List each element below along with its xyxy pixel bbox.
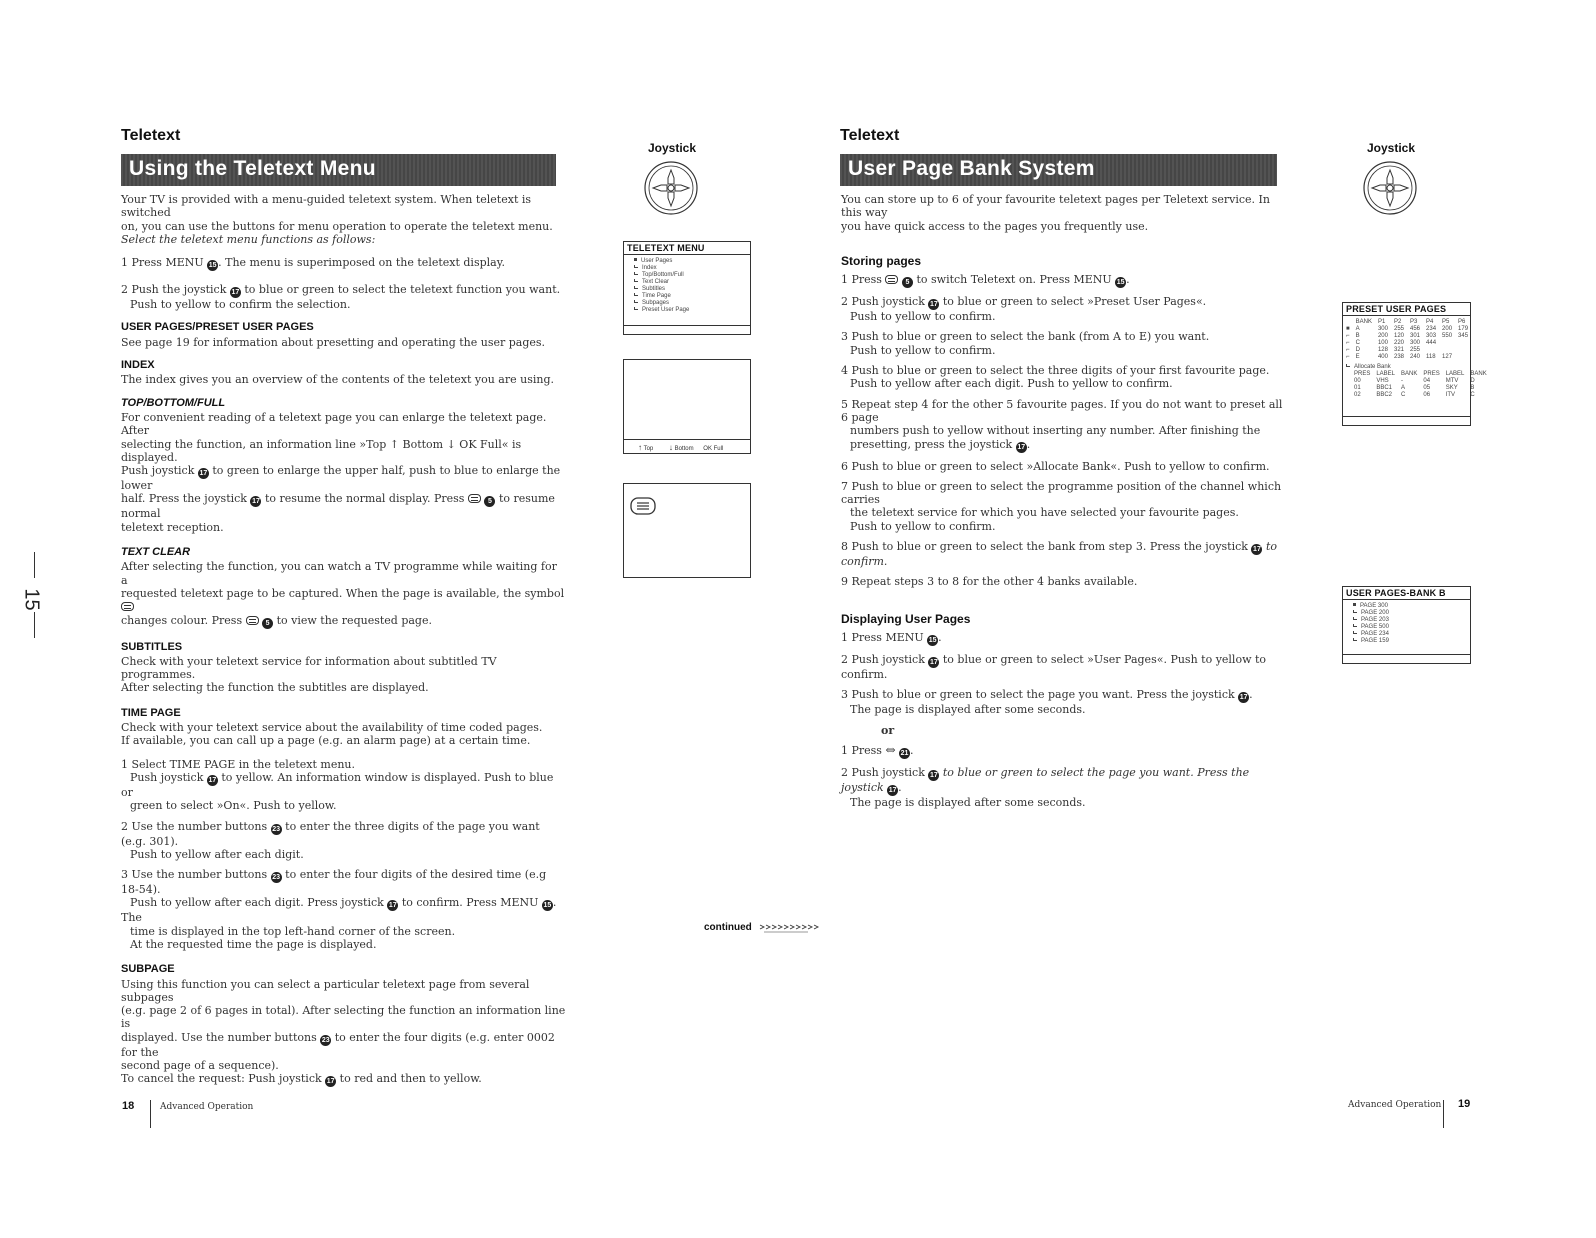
text-line: the teletext service for which you have selected your favourite pages. xyxy=(850,506,1239,520)
menu-item: Top/Bottom/Full xyxy=(634,272,750,279)
text-line: Check with your teletext service about the availability of time coded pages. xyxy=(121,721,543,735)
display-step: 1 Press MENU 15 . xyxy=(841,630,942,644)
bank-item: PAGE 203 xyxy=(1353,617,1470,624)
text-line: After selecting the function the subtitles are displayed. xyxy=(121,681,429,695)
heading-user-pages: USER PAGES/PRESET USER PAGES xyxy=(121,321,314,334)
text-line: 6 Push to blue or green to select »Allocate Bank«. Push to yellow to confirm. xyxy=(841,459,1270,473)
text-line: displayed. Use the number buttons xyxy=(121,1030,317,1044)
text-line: 5 Repeat step 4 for the other 5 favourite pages. If you do not want to preset all 6 page xyxy=(841,397,1283,424)
table-row: ⌐ D 128 321 255 xyxy=(1346,347,1421,353)
table-row: ⌐ C 100 220 300 444 xyxy=(1346,340,1437,346)
paragraph: See page 19 for information about presetting and operating the user pages. xyxy=(121,335,546,349)
text-line: green to select »On«. Push to yellow. xyxy=(130,799,337,813)
text-line: 1 Press MENU xyxy=(841,630,924,644)
joystick-key-icon: 17 xyxy=(388,902,397,910)
heading-top-bottom-full: TOP/BOTTOM/FULL xyxy=(121,396,226,409)
text-line: 1 Press xyxy=(841,273,882,287)
heading-subtitles: SUBTITLES xyxy=(121,640,183,653)
text-line: If available, you can call up a page (e.g. an alarm page) at a certain time. xyxy=(121,734,531,748)
teletext-key-icon: 5 xyxy=(484,496,495,507)
text-clear-screen xyxy=(623,483,751,578)
text-line: 7 Push to blue or green to select the programme position of the channel which carries xyxy=(841,479,1282,507)
arrow-up-icon: ↑ xyxy=(638,443,642,452)
number-key-icon: 23 xyxy=(272,825,281,833)
table-row: 01 BBC1 A 05 SKY B xyxy=(1354,385,1475,391)
heading-time-page: TIME PAGE xyxy=(121,706,181,719)
right-section-title: Teletext xyxy=(840,127,900,144)
step-text: to blue or green to select the teletext function you want. xyxy=(244,283,561,297)
menu-item: Subpages xyxy=(634,300,750,307)
bank-item: PAGE 200 xyxy=(1353,610,1470,617)
joystick-label: Joystick xyxy=(648,141,697,155)
display-step: 2 Push joystick 17 to blue or green to select the page you want. Press the joystick 17 . The page is displayed after some seconds. xyxy=(841,765,1250,809)
side-rule xyxy=(34,552,35,578)
display-step: 1 Press ⇔ 21 . xyxy=(841,742,914,757)
text-line: The page is displayed after some seconds. xyxy=(850,703,1086,717)
menu-key-icon: 15 xyxy=(543,902,552,910)
store-step: 5 Repeat step 4 for the other 5 favourite pages. If you do not want to preset all 6 page numbers push to yellow without inserting any number. After finishing the presetting, press the joystick 17 . xyxy=(841,397,1283,451)
intro-line: you have quick access to the pages you frequently use. xyxy=(841,219,1149,233)
right-column xyxy=(841,193,1291,816)
bank-item: PAGE 500 xyxy=(1353,624,1470,631)
text-line: presetting, press the joystick xyxy=(850,437,1013,451)
text-line: half. Press the joystick xyxy=(121,492,247,506)
joystick-key-icon: 17 xyxy=(929,658,938,666)
right-footer-label: Advanced Operation xyxy=(1348,1100,1442,1110)
paragraph xyxy=(121,978,566,1088)
menu-item: Index xyxy=(634,265,750,272)
paragraph xyxy=(121,721,566,748)
text-line: to resume the normal display. Press xyxy=(264,492,465,506)
text-line: 3 Push to blue or green to select the bank (from A to E) you want. xyxy=(841,330,1210,344)
text-line: to enter the four digits (e.g. enter 0002 for the xyxy=(121,1030,555,1059)
store-step xyxy=(841,330,1291,357)
bank-item: PAGE 159 xyxy=(1353,638,1470,645)
joystick-key-icon: 17 xyxy=(929,301,938,309)
clock-key-icon: 21 xyxy=(900,749,909,757)
left-footer-label: Advanced Operation xyxy=(160,1102,254,1112)
text-line: Push to yellow after each digit. xyxy=(130,847,304,861)
number-key-icon: 23 xyxy=(272,874,281,882)
left-section-title: Teletext xyxy=(121,127,181,144)
teletext-key-icon: 5 xyxy=(262,618,273,629)
joystick-label: Joystick xyxy=(1367,141,1416,155)
menu-key-icon: 15 xyxy=(928,636,937,644)
teletext-icon xyxy=(246,616,259,625)
teletext-menu-screen xyxy=(623,241,751,335)
text-line: Push to yellow to confirm. xyxy=(850,519,996,533)
continued-label: continued xyxy=(704,922,752,933)
time-step-2 xyxy=(121,820,566,862)
step-text: . The menu is superimposed on the teletext display. xyxy=(218,256,505,270)
text-line: changes colour. Press xyxy=(121,613,243,627)
text-line: Check with your teletext service for information about subtitled TV programmes. xyxy=(121,654,497,682)
allocate-table xyxy=(1351,371,1490,399)
left-column xyxy=(121,193,566,1087)
text-line: to confirm. xyxy=(841,540,1277,569)
teletext-symbol-icon xyxy=(630,497,656,515)
joystick-key-icon: 17 xyxy=(888,786,897,794)
text-line: second page of a sequence). xyxy=(121,1059,279,1073)
joystick-icon xyxy=(643,160,699,216)
text-line: Push joystick xyxy=(121,464,195,478)
menu-item: Preset User Page xyxy=(634,307,750,314)
joystick-key-icon: 17 xyxy=(252,498,260,506)
menu-item: User Pages xyxy=(634,258,750,265)
number-key-icon: 23 xyxy=(321,1036,330,1044)
bar-text: OK Full xyxy=(703,446,724,452)
text-line: The page is displayed after some seconds. xyxy=(850,795,1086,809)
joystick-key-icon: 17 xyxy=(199,470,208,478)
time-step-1 xyxy=(121,758,566,813)
step-text: 2 Push the joystick xyxy=(121,283,227,297)
joystick-key-icon: 17 xyxy=(1239,694,1248,702)
intro-line: Select the teletext menu functions as follows: xyxy=(121,232,376,246)
bank-item: PAGE 234 xyxy=(1353,631,1470,638)
paragraph: The index gives you an overview of the contents of the teletext you are using. xyxy=(121,373,554,387)
step-text: Push to yellow to confirm the selection. xyxy=(130,298,351,312)
footer-rule xyxy=(150,1100,151,1128)
continued-arrows-icon xyxy=(758,922,820,934)
text-line: For convenient reading of a teletext page you can enlarge the teletext page. After xyxy=(121,410,547,438)
text-line: to green to enlarge the upper half, push to blue to enlarge the lower xyxy=(121,464,561,493)
display-step: 3 Push to blue or green to select the page you want. Press the joystick 17 . The page is displayed after some seconds. xyxy=(841,688,1253,717)
text-line: 9 Repeat steps 3 to 8 for the other 4 banks available. xyxy=(841,575,1138,589)
intro-line: Your TV is provided with a menu-guided teletext system. When teletext is switched xyxy=(121,193,532,220)
text-line: After selecting the function, you can watch a TV programme while waiting for a xyxy=(121,560,557,587)
screen-title: TELETEXT MENU xyxy=(624,242,750,255)
paragraph xyxy=(121,411,566,534)
text-line: to resume normal xyxy=(121,492,555,521)
side-page-number: 15 xyxy=(20,588,43,611)
info-line xyxy=(624,439,750,453)
text-line: to confirm. Press MENU xyxy=(401,896,539,910)
paragraph xyxy=(121,560,566,628)
text-line: Push to yellow after each digit. Push to yellow to confirm. xyxy=(850,377,1173,391)
right-banner: User Page Bank System xyxy=(840,154,1277,186)
teletext-key-icon: 5 xyxy=(902,277,913,288)
bar-text: Top xyxy=(643,446,654,452)
menu-item: Text Clear xyxy=(634,279,750,286)
text-line: requested teletext page to be captured. When the page is available, the symbol xyxy=(121,586,565,600)
text-line: 2 Use the number buttons xyxy=(121,819,268,833)
left-page-number: 18 xyxy=(122,1100,135,1112)
text-line: 3 Push to blue or green to select the page you want. Press the joystick xyxy=(841,688,1235,702)
store-step xyxy=(841,575,1291,588)
paragraph xyxy=(121,655,566,695)
text-line: to switch Teletext on. Press MENU xyxy=(916,273,1112,287)
joystick-key-icon: 17 xyxy=(1253,546,1261,554)
joystick-key-icon: 17 xyxy=(1017,443,1026,451)
preset-user-pages-screen xyxy=(1342,302,1487,426)
text-line: to yellow. An information window is displayed. Push to blue or xyxy=(121,770,554,799)
allocate-bank-label: Allocate Bank xyxy=(1346,364,1470,371)
store-step xyxy=(841,364,1291,391)
user-pages-bank-screen xyxy=(1342,586,1471,664)
menu-item: Time Page xyxy=(634,293,750,300)
top-bottom-screen xyxy=(623,359,751,454)
text-line: Push to yellow to confirm. xyxy=(850,310,996,324)
text-line: Using this function you can select a particular teletext page from several subpages xyxy=(121,977,530,1004)
display-step xyxy=(841,653,1291,681)
table-header-row: BANK P1 P2 P3 P4 P5 P6 xyxy=(1355,319,1466,325)
text-line: to red and then to yellow. xyxy=(339,1072,482,1086)
joystick-key-icon: 17 xyxy=(929,771,938,779)
text-line: (e.g. page 2 of 6 pages in total). After selecting the function an information line is xyxy=(121,1004,566,1031)
table-row: ■ A 300 255 456 234 200 179 xyxy=(1346,326,1469,332)
joystick-key-icon: 17 xyxy=(326,1078,335,1086)
table-row: ⌐ B 200 120 301 303 550 345 xyxy=(1346,333,1469,339)
heading-displaying-user-pages: Displaying User Pages xyxy=(841,611,971,626)
joystick-key-icon: 17 xyxy=(208,776,217,784)
store-step xyxy=(841,480,1291,533)
heading-storing-pages: Storing pages xyxy=(841,253,922,268)
text-line: to blue or green to select »User Pages«. Push to yellow to confirm. xyxy=(841,652,1267,681)
side-rule xyxy=(34,612,35,638)
text-line: 2 Push joystick xyxy=(841,652,925,666)
text-line: selecting the function, an information line »Top ↑ Bottom ↓ OK Full« is displayed. xyxy=(121,437,522,464)
store-step xyxy=(841,460,1291,473)
joystick-key-icon: 17 xyxy=(231,289,240,297)
text-line: To cancel the request: Push joystick xyxy=(121,1072,322,1086)
teletext-icon xyxy=(468,494,481,503)
table-row: 00 VHS - 04 MTV D xyxy=(1354,378,1475,384)
text-line: 8 Push to blue or green to select the bank from step 3. Press the joystick xyxy=(841,540,1248,554)
right-page-number: 19 xyxy=(1458,1098,1471,1110)
text-line: to enter the four digits of the desired time (e.g 18-54). xyxy=(121,868,547,897)
text-line: numbers push to yellow without inserting any number. After finishing the xyxy=(850,424,1261,438)
screen-title: PRESET USER PAGES xyxy=(1343,303,1470,316)
text-line: 4 Push to blue or green to select the three digits of your first favourite page. xyxy=(841,364,1270,378)
text-line: to blue or green to select the page you want. Press the joystick xyxy=(841,765,1250,794)
screen-title: USER PAGES-BANK B xyxy=(1343,587,1470,600)
intro-line: on, you can use the buttons for menu operation to operate the teletext menu. xyxy=(121,219,553,233)
text-line: 1 Press xyxy=(841,743,882,757)
heading-index: INDEX xyxy=(121,359,155,372)
text-line: Push to yellow after each digit. Press joystick xyxy=(130,896,384,910)
text-line: 2 Push joystick xyxy=(841,765,925,779)
text-line: At the requested time the page is displayed. xyxy=(130,937,377,951)
menu-key-icon: 15 xyxy=(208,262,217,270)
intro-line: You can store up to 6 of your favourite teletext pages per Teletext service. In this way xyxy=(841,193,1270,220)
arrow-down-icon: ↓ xyxy=(668,443,673,452)
bar-text: Bottom xyxy=(674,446,694,452)
store-step xyxy=(841,540,1291,568)
table-row: 02 BBC2 C 06 ITV C xyxy=(1354,392,1475,398)
or-label: or xyxy=(881,723,895,737)
text-line: to view the requested page. xyxy=(276,613,432,627)
text-line: 1 Select TIME PAGE in the teletext menu. xyxy=(121,757,355,771)
left-banner: Using the Teletext Menu xyxy=(121,154,556,186)
footer-rule xyxy=(1443,1100,1444,1128)
teletext-icon xyxy=(121,602,134,611)
heading-subpage: SUBPAGE xyxy=(121,963,175,976)
text-line: 3 Use the number buttons xyxy=(121,868,268,882)
clock-button-icon: ⇔ xyxy=(885,742,896,757)
store-step: 1 Press 5 to switch Teletext on. Press MENU 15 . xyxy=(841,273,1130,287)
table-header-row: PRES LABEL BANK PRES LABEL BANK xyxy=(1354,371,1487,377)
joystick-icon xyxy=(1362,160,1418,216)
text-line: . The xyxy=(121,896,557,925)
text-line: time is displayed in the top left-hand corner of the screen. xyxy=(130,924,456,938)
text-line: Push to yellow to confirm. xyxy=(850,343,996,357)
teletext-icon xyxy=(885,275,898,284)
menu-key-icon: 15 xyxy=(1116,279,1125,287)
time-step-3 xyxy=(121,868,566,951)
store-step xyxy=(841,295,1291,323)
text-line: Push joystick xyxy=(130,770,204,784)
menu-item: Subtitles xyxy=(634,286,750,293)
text-line: teletext reception. xyxy=(121,520,224,534)
step-text: 1 Press MENU xyxy=(121,256,204,270)
table-row: ⌐ E 400 238 240 118 127 xyxy=(1346,354,1453,360)
preset-table xyxy=(1343,319,1471,361)
text-line: 2 Push joystick xyxy=(841,295,925,309)
text-line: to blue or green to select »Preset User Pages«. xyxy=(942,295,1207,309)
heading-text-clear: TEXT CLEAR xyxy=(121,546,191,559)
text-line: to enter the three digits of the page you want (e.g. 301). xyxy=(121,819,540,848)
bank-item: PAGE 300 xyxy=(1353,603,1470,610)
